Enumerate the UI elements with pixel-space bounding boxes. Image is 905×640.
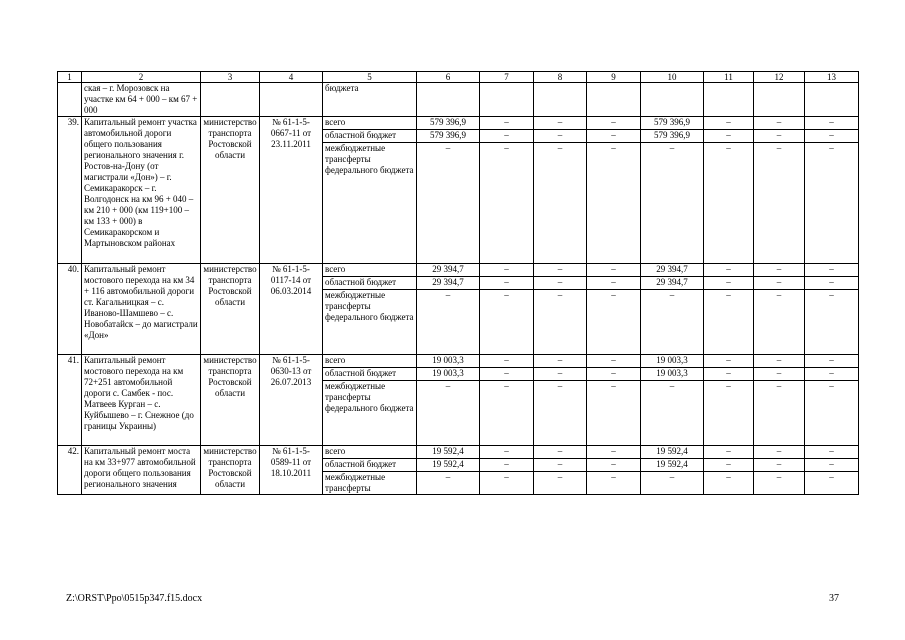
value-cell: – [754, 446, 805, 459]
value-cell: 579 396,9 [641, 130, 704, 143]
value-cell: – [587, 264, 641, 277]
value-cell: – [534, 277, 587, 290]
value-cell: 19 003,3 [417, 368, 480, 381]
executor: министерство транспорта Ростовской области [201, 446, 260, 495]
value-cell: – [805, 368, 859, 381]
value-cell: – [805, 277, 859, 290]
value-cell: – [534, 264, 587, 277]
value-cell: 579 396,9 [417, 117, 480, 130]
value-cell: – [805, 264, 859, 277]
value-cell: – [587, 368, 641, 381]
value-cell: – [641, 143, 704, 264]
value-cell: – [805, 117, 859, 130]
value-cell: – [587, 472, 641, 495]
value-cell: – [534, 446, 587, 459]
value-cell: – [480, 117, 534, 130]
value-cell: – [480, 143, 534, 264]
value-cell: – [480, 355, 534, 368]
table-row [58, 355, 859, 368]
row-number: 39. [58, 117, 82, 264]
value-cell: – [534, 290, 587, 355]
value-cell: – [704, 459, 754, 472]
value-cell: – [587, 381, 641, 446]
value-cell: 29 394,7 [417, 277, 480, 290]
doc-number: № 61-1-5-0630-13 от 26.07.2013 [260, 355, 323, 446]
doc-number: № 61-1-5-0667-11 от 23.11.2011 [260, 117, 323, 264]
value-cell: 19 003,3 [641, 355, 704, 368]
col-header-10: 10 [641, 72, 704, 83]
value-cell: – [587, 277, 641, 290]
value-cell: – [805, 143, 859, 264]
fin-label: областной бюджет [323, 130, 417, 143]
fin-label: межбюджетные трансферты [323, 472, 417, 495]
fin-label: всего [323, 264, 417, 277]
value-cell: – [480, 472, 534, 495]
value-cell: – [480, 277, 534, 290]
col-header-1: 1 [58, 72, 82, 83]
fin-label: всего [323, 355, 417, 368]
value-cell: – [534, 381, 587, 446]
value-cell: – [754, 290, 805, 355]
value-cell: 19 592,4 [417, 459, 480, 472]
value-cell: – [480, 130, 534, 143]
col-header-8: 8 [534, 72, 587, 83]
value-cell: – [754, 143, 805, 264]
col-header-9: 9 [587, 72, 641, 83]
col-header-3: 3 [201, 72, 260, 83]
value-cell: – [754, 130, 805, 143]
table-row [58, 446, 859, 459]
page-number: 37 [829, 593, 839, 604]
value-cell: – [754, 264, 805, 277]
value-cell: – [704, 130, 754, 143]
object-name: Капитальный ремонт участка автомобильной дороги общего пользования регионального значения г. Ростов-на-Дону (от магистрали «Дон») – г. Семикаракорск – г. Волгодонск на км 96 + 040 – км 210 + 000 (км 119+100 – км 133 + 000) в Семикаракорском и Мартыновском районах [82, 117, 201, 264]
continuation-row [58, 83, 859, 117]
value-cell: – [641, 381, 704, 446]
value-cell: – [480, 446, 534, 459]
value-cell: – [704, 355, 754, 368]
fin-label: всего [323, 446, 417, 459]
value-cell: – [754, 117, 805, 130]
continuation-name: ская – г. Морозовск на участке км 64 + 000 – км 67 + 000 [82, 83, 201, 117]
col-header-4: 4 [260, 72, 323, 83]
value-cell: – [704, 472, 754, 495]
value-cell: – [587, 130, 641, 143]
value-cell: – [704, 277, 754, 290]
value-cell: 579 396,9 [417, 130, 480, 143]
value-cell: – [704, 368, 754, 381]
value-cell: – [805, 290, 859, 355]
fin-label: областной бюджет [323, 277, 417, 290]
value-cell: – [480, 368, 534, 381]
value-cell: – [534, 459, 587, 472]
value-cell: – [534, 355, 587, 368]
fin-label: межбюджетные трансферты федерального бюджета [323, 290, 417, 355]
value-cell: – [480, 381, 534, 446]
value-cell: – [480, 264, 534, 277]
value-cell: – [754, 472, 805, 495]
value-cell: – [587, 459, 641, 472]
col-header-2: 2 [82, 72, 201, 83]
executor: министерство транспорта Ростовской области [201, 355, 260, 446]
col-header-5: 5 [323, 72, 417, 83]
value-cell: – [704, 290, 754, 355]
value-cell: – [805, 446, 859, 459]
value-cell: – [480, 290, 534, 355]
value-cell: – [641, 290, 704, 355]
value-cell: – [805, 381, 859, 446]
value-cell: – [754, 459, 805, 472]
doc-number: № 61-1-5-0589-11 от 18.10.2011 [260, 446, 323, 495]
col-header-6: 6 [417, 72, 480, 83]
fin-label: межбюджетные трансферты федерального бюджета [323, 381, 417, 446]
value-cell: – [587, 290, 641, 355]
value-cell: – [754, 368, 805, 381]
footer-file-path: Z:\ORST\Ppo\0515p347.f15.docx [66, 593, 203, 604]
col-header-7: 7 [480, 72, 534, 83]
value-cell: – [805, 130, 859, 143]
col-header-13: 13 [805, 72, 859, 83]
row-number: 42. [58, 446, 82, 495]
doc-number: № 61-1-5-0117-14 от 06.03.2014 [260, 264, 323, 355]
value-cell: – [587, 446, 641, 459]
value-cell: 579 396,9 [641, 117, 704, 130]
fin-label: межбюджетные трансферты федерального бюджета [323, 143, 417, 264]
value-cell: 19 003,3 [641, 368, 704, 381]
continuation-fin-label: бюджета [323, 83, 417, 117]
fin-label: областной бюджет [323, 368, 417, 381]
value-cell: – [805, 459, 859, 472]
value-cell: – [417, 381, 480, 446]
value-cell: – [805, 472, 859, 495]
fin-label: всего [323, 117, 417, 130]
program-table [57, 71, 859, 495]
value-cell: – [534, 368, 587, 381]
value-cell: – [641, 472, 704, 495]
value-cell: – [534, 143, 587, 264]
value-cell: – [587, 143, 641, 264]
executor: министерство транспорта Ростовской области [201, 117, 260, 264]
object-name: Капитальный ремонт мостового перехода на км 72+251 автомобильной дороги с. Самбек - пос. Матвеев Курган – с. Куйбышево – г. Снежное (до границы Украины) [82, 355, 201, 446]
table-row [58, 264, 859, 277]
value-cell: – [704, 446, 754, 459]
value-cell: – [417, 143, 480, 264]
value-cell: – [704, 264, 754, 277]
col-header-11: 11 [704, 72, 754, 83]
value-cell: 29 394,7 [641, 264, 704, 277]
value-cell: – [587, 355, 641, 368]
row-number: 40. [58, 264, 82, 355]
value-cell: – [704, 381, 754, 446]
value-cell: – [754, 355, 805, 368]
table-row [58, 117, 859, 130]
value-cell: – [805, 355, 859, 368]
object-name: Капитальный ремонт мостового перехода на км 34 + 116 автомобильной дороги ст. Кагальницкая – с. Иваново-Шамшево – с. Новобатайск – до магистрали «Дон» [82, 264, 201, 355]
value-cell: 29 394,7 [417, 264, 480, 277]
value-cell: – [587, 117, 641, 130]
col-header-12: 12 [754, 72, 805, 83]
value-cell: – [754, 381, 805, 446]
fin-label: областной бюджет [323, 459, 417, 472]
value-cell: – [534, 130, 587, 143]
value-cell: – [417, 290, 480, 355]
object-name: Капитальный ремонт моста на км 33+977 автомобильной дороги общего пользования регионального значения [82, 446, 201, 495]
executor: министерство транспорта Ростовской области [201, 264, 260, 355]
value-cell: 19 592,4 [641, 459, 704, 472]
value-cell: – [754, 277, 805, 290]
value-cell: – [417, 472, 480, 495]
value-cell: – [534, 472, 587, 495]
header-row [58, 72, 859, 83]
value-cell: – [704, 117, 754, 130]
value-cell: – [704, 143, 754, 264]
value-cell: 19 003,3 [417, 355, 480, 368]
value-cell: – [480, 459, 534, 472]
value-cell: 19 592,4 [417, 446, 480, 459]
value-cell: – [534, 117, 587, 130]
value-cell: 19 592,4 [641, 446, 704, 459]
value-cell: 29 394,7 [641, 277, 704, 290]
row-number: 41. [58, 355, 82, 446]
